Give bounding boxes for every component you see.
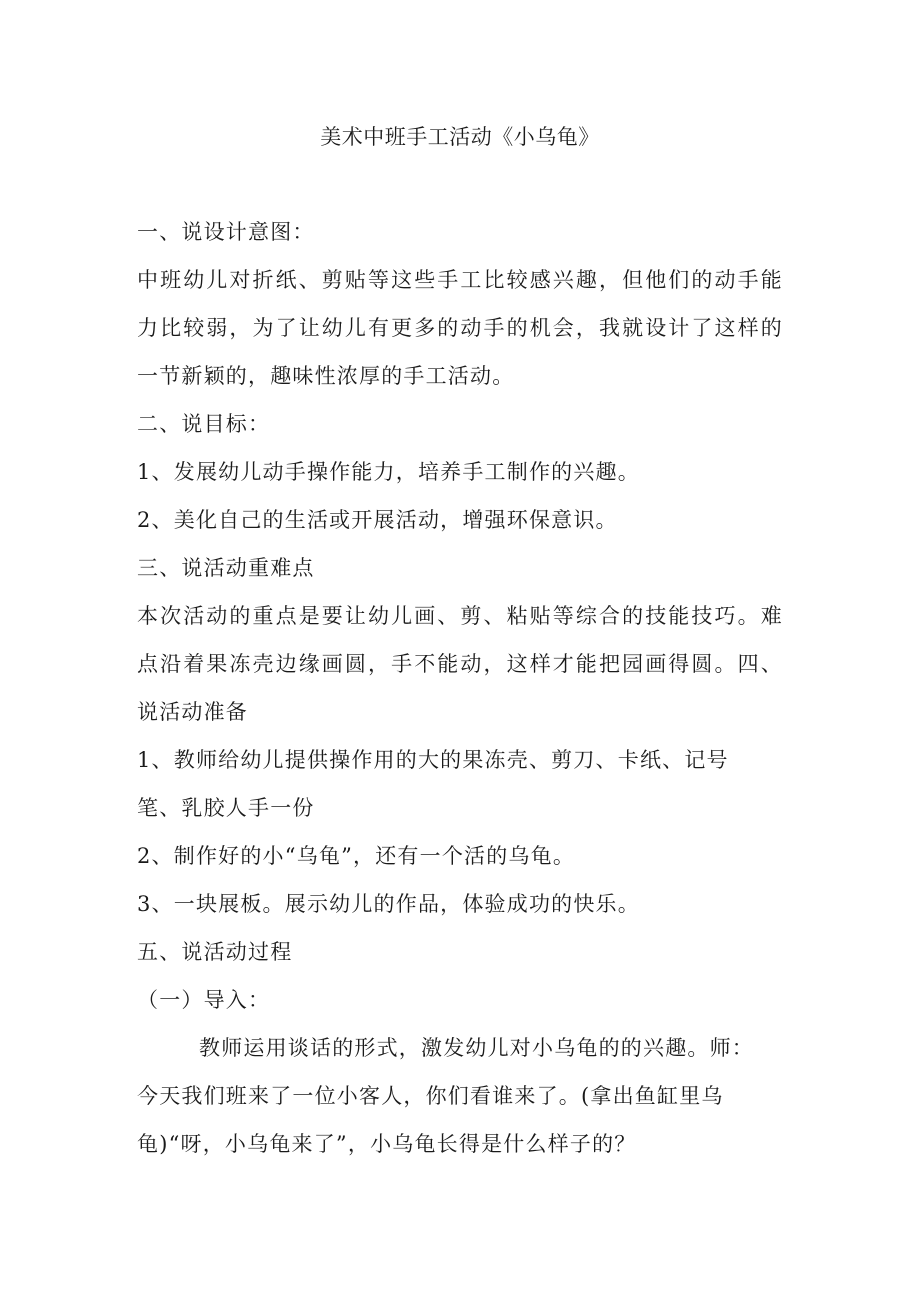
section-heading-process: 五、说活动过程 bbox=[137, 940, 293, 964]
section-heading-preparation: 说活动准备 bbox=[137, 700, 248, 724]
list-item: 2、制作好的小“乌龟”，还有一个活的乌龟。 bbox=[137, 844, 576, 868]
paragraph-line: 点沿着果冻壳边缘画圆，手不能动，这样才能把园画得圆。四、 bbox=[137, 652, 784, 676]
paragraph-line: 本次活动的重点是要让幼儿画、剪、粘贴等综合的技能技巧。难 bbox=[137, 604, 784, 628]
paragraph-line: 一节新颖的，趣味性浓厚的手工活动。 bbox=[137, 364, 515, 388]
paragraph-line: 力比较弱，为了让幼儿有更多的动手的机会，我就设计了这样的 bbox=[137, 316, 784, 340]
list-item: 3、一块展板。展示幼儿的作品，体验成功的快乐。 bbox=[137, 892, 640, 916]
paragraph-line: 龟)“呀，小乌龟来了”，小乌龟长得是什么样子的？ bbox=[137, 1132, 637, 1156]
subsection-heading-intro: （一）导入： bbox=[137, 988, 271, 1012]
paragraph-line: 今天我们班来了一位小客人，你们看谁来了。(拿出鱼缸里乌 bbox=[137, 1084, 724, 1108]
section-heading-design-intent: 一、说设计意图： bbox=[137, 220, 315, 244]
list-item-continuation: 笔、乳胶人手一份 bbox=[137, 796, 315, 820]
paragraph-line: 中班幼儿对折纸、剪贴等这些手工比较感兴趣，但他们的动手能 bbox=[137, 268, 784, 292]
list-item: 2、美化自己的生活或开展活动，增强环保意识。 bbox=[137, 508, 618, 532]
paragraph-line: 教师运用谈话的形式，激发幼儿对小乌龟的的兴趣。师： bbox=[199, 1036, 754, 1060]
section-heading-key-points: 三、说活动重难点 bbox=[137, 556, 315, 580]
document-title: 美术中班手工活动《小乌龟》 bbox=[320, 125, 600, 149]
list-item: 1、教师给幼儿提供操作用的大的果冻壳、剪刀、卡纸、记号 bbox=[137, 748, 729, 772]
list-item: 1、发展幼儿动手操作能力，培养手工制作的兴趣。 bbox=[137, 460, 640, 484]
section-heading-goals: 二、说目标： bbox=[137, 412, 271, 436]
